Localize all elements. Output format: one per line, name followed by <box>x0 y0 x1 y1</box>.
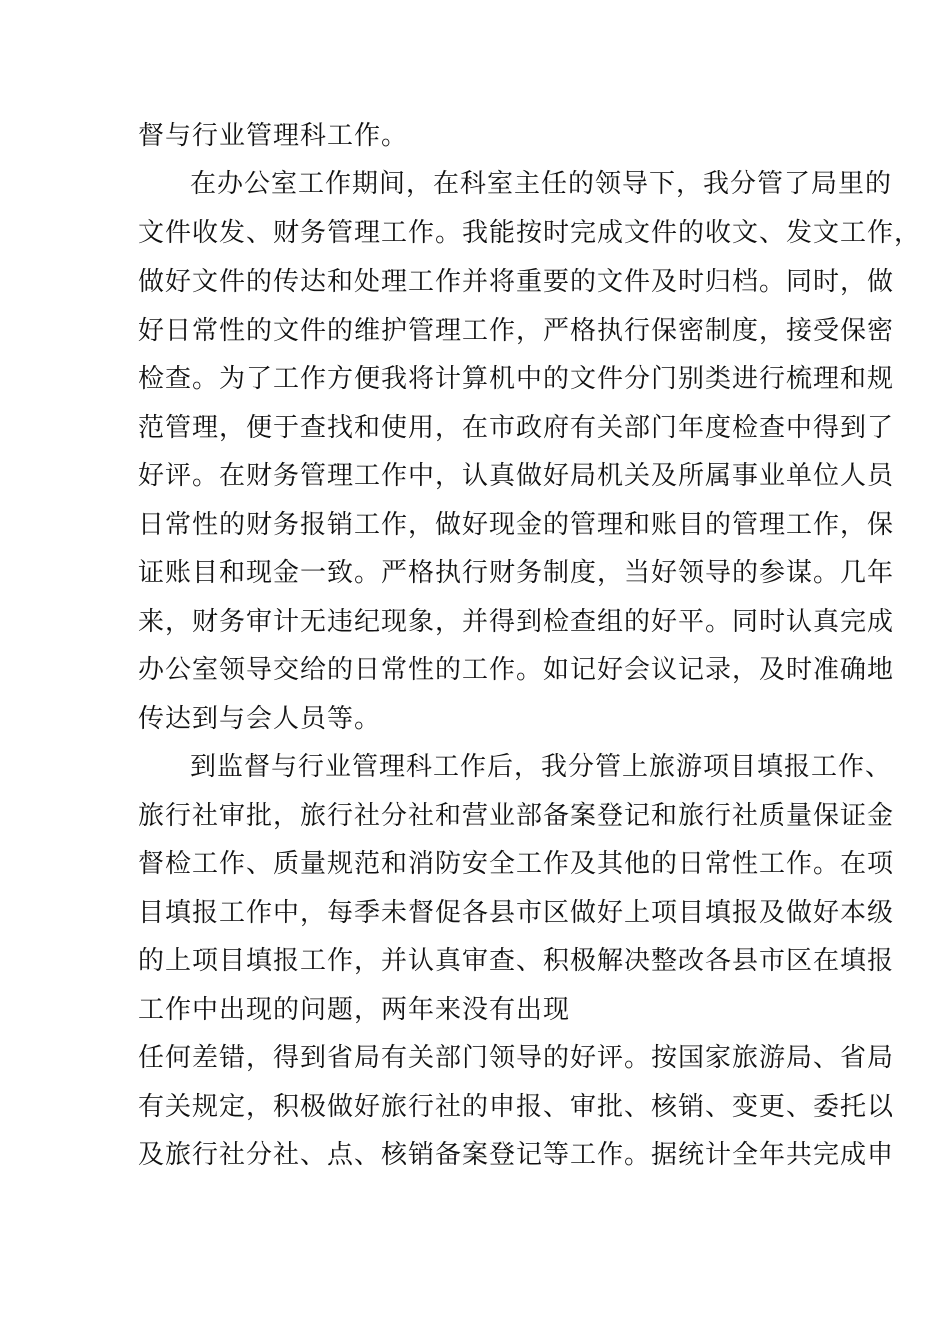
text-line: 的上项目填报工作，并认真审查、积极解决整改各县市区在填报 <box>138 946 895 976</box>
paragraph-start-line: 在办公室工作期间，在科室主任的领导下，我分管了局里的 <box>190 169 893 199</box>
text-line: 督与行业管理科工作。 <box>138 121 409 151</box>
text-line: 督检工作、质量规范和消防安全工作及其他的日常性工作。在项 <box>138 849 895 879</box>
text-line: 检查。为了工作方便我将计算机中的文件分门别类进行梳理和规 <box>138 364 895 394</box>
text-line: 做好文件的传达和处理工作并将重要的文件及时归档。同时，做 <box>138 267 895 297</box>
text-line: 目填报工作中，每季未督促各县市区做好上项目填报及做好本级 <box>138 898 895 928</box>
text-line: 任何差错，得到省局有关部门领导的好评。按国家旅游局、省局 <box>138 1043 895 1073</box>
text-line: 来，财务审计无违纪现象，并得到检查组的好平。同时认真完成 <box>138 607 895 637</box>
text-line: 工作中出现的问题，两年来没有出现 <box>138 995 571 1025</box>
text-line: 有关规定，积极做好旅行社的申报、审批、核销、变更、委托以 <box>138 1092 895 1122</box>
text-line: 日常性的财务报销工作，做好现金的管理和账目的管理工作，保 <box>138 510 895 540</box>
text-line: 文件收发、财务管理工作。我能按时完成文件的收文、发文工作， <box>138 218 922 248</box>
text-line: 办公室领导交给的日常性的工作。如记好会议记录，及时准确地 <box>138 655 895 685</box>
text-line: 好评。在财务管理工作中，认真做好局机关及所属事业单位人员 <box>138 461 895 491</box>
text-line: 证账目和现金一致。严格执行财务制度，当好领导的参谋。几年 <box>138 558 895 588</box>
text-line: 传达到与会人员等。 <box>138 704 382 734</box>
text-line: 好日常性的文件的维护管理工作，严格执行保密制度，接受保密 <box>138 316 895 346</box>
paragraph-start-line: 到监督与行业管理科工作后，我分管上旅游项目填报工作、 <box>190 752 893 782</box>
text-line: 旅行社审批，旅行社分社和营业部备案登记和旅行社质量保证金 <box>138 801 895 831</box>
text-line: 范管理，便于查找和使用，在市政府有关部门年度检查中得到了 <box>138 413 895 443</box>
text-line: 及旅行社分社、点、核销备案登记等工作。据统计全年共完成申 <box>138 1140 895 1170</box>
